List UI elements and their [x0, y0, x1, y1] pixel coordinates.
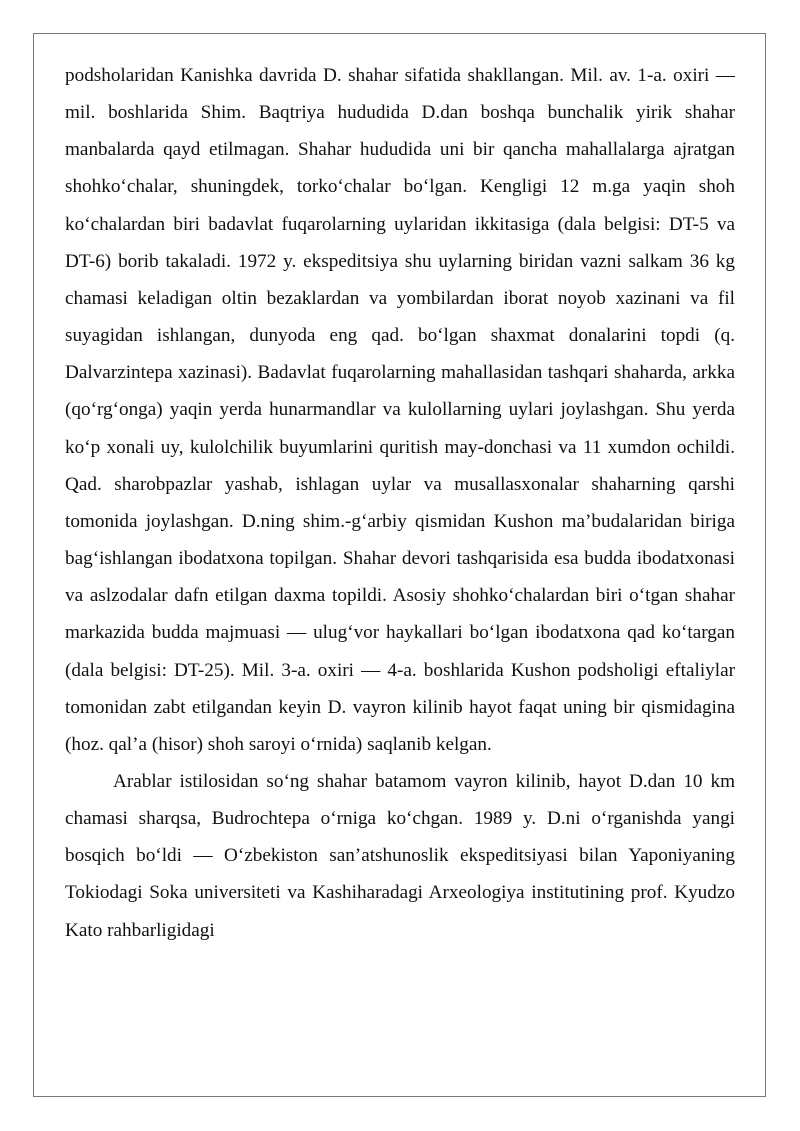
paragraph-arab-conquest: Arablar istilosidan so‘ng shahar batamom vayron kilinib, hayot D.dan 10 km chamasi sharqsa, Budrochtepa o‘rniga ko‘chgan. 1989 y. D.ni o‘rganishda yangi bosqich bo‘ldi — O‘zbekiston san’atshunoslik ekspeditsiyasi bilan Yaponiyaning Tokiodagi Soka universiteti va Kashiharadagi Arxeologiya institutining prof. Kyudzo Kato rahbarligidagi — [65, 770, 735, 941]
paragraph-continuation: podsholaridan Kanishka davrida D. shahar sifatida shakllangan. Mil. av. 1-a. oxiri — mil. boshlarida Shim. Baqtriya hududida D.dan boshqa bunchalik yirik shahar manbalarda qayd etilmagan. Shahar hududida uni bir qancha mahallalarga ajratgan shohko‘chalar, shuningdek, torko‘chalar bo‘lgan. Kengligi 12 m.ga yaqin shoh ko‘chalardan biri badavlat fuqarolarning uylaridan ikkitasiga (dala belgisi: DT-5 va DT-6) borib takaladi. 1972 y. ekspeditsiya shu uylarning biridan vazni salkam 36 kg chamasi keladigan oltin bezaklardan va yombilardan iborat noyob xazinani va fil suyagidan ishlangan, dunyoda eng qad. bo‘lgan shaxmat donalarini topdi (q. Dalvarzintepa xazinasi). Badavlat fuqarolarning mahallasidan tashqari shaharda, arkka (qo‘rg‘onga) yaqin yerda hunarmandlar va kulollarning uylari joylashgan. Shu yerda ko‘p xonali uy, kulolchilik buyumlarini quritish may-donchasi va 11 xumdon ochildi. Qad. sharobpazlar yashab, ishlagan uylar va musallasxonalar shaharning qarshi tomonida joylashgan. D.ning shim.-g‘arbiy qismidan Kushon ma’budalaridan biriga bag‘ishlangan ibodatxona topilgan. Shahar devori tashqarisida esa budda ibodatxonasi va aslzodalar dafn etilgan daxma topildi. Asosiy shohko‘chalardan biri o‘tgan shahar markazida budda majmuasi — ulug‘vor haykallari bo‘lgan ibodatxona qad ko‘targan (dala belgisi: DT-25). Mil. 3-a. oxiri — 4-a. boshlarida Kushon podsholigi eftaliylar tomonidan zabt etilgandan keyin D. vayron kilinib hayot faqat uning bir qismidagina (hoz. qal’a (hisor) shoh saroyi o‘rnida) saqlanib kelgan. — [65, 65, 735, 755]
document-body — [65, 57, 735, 949]
